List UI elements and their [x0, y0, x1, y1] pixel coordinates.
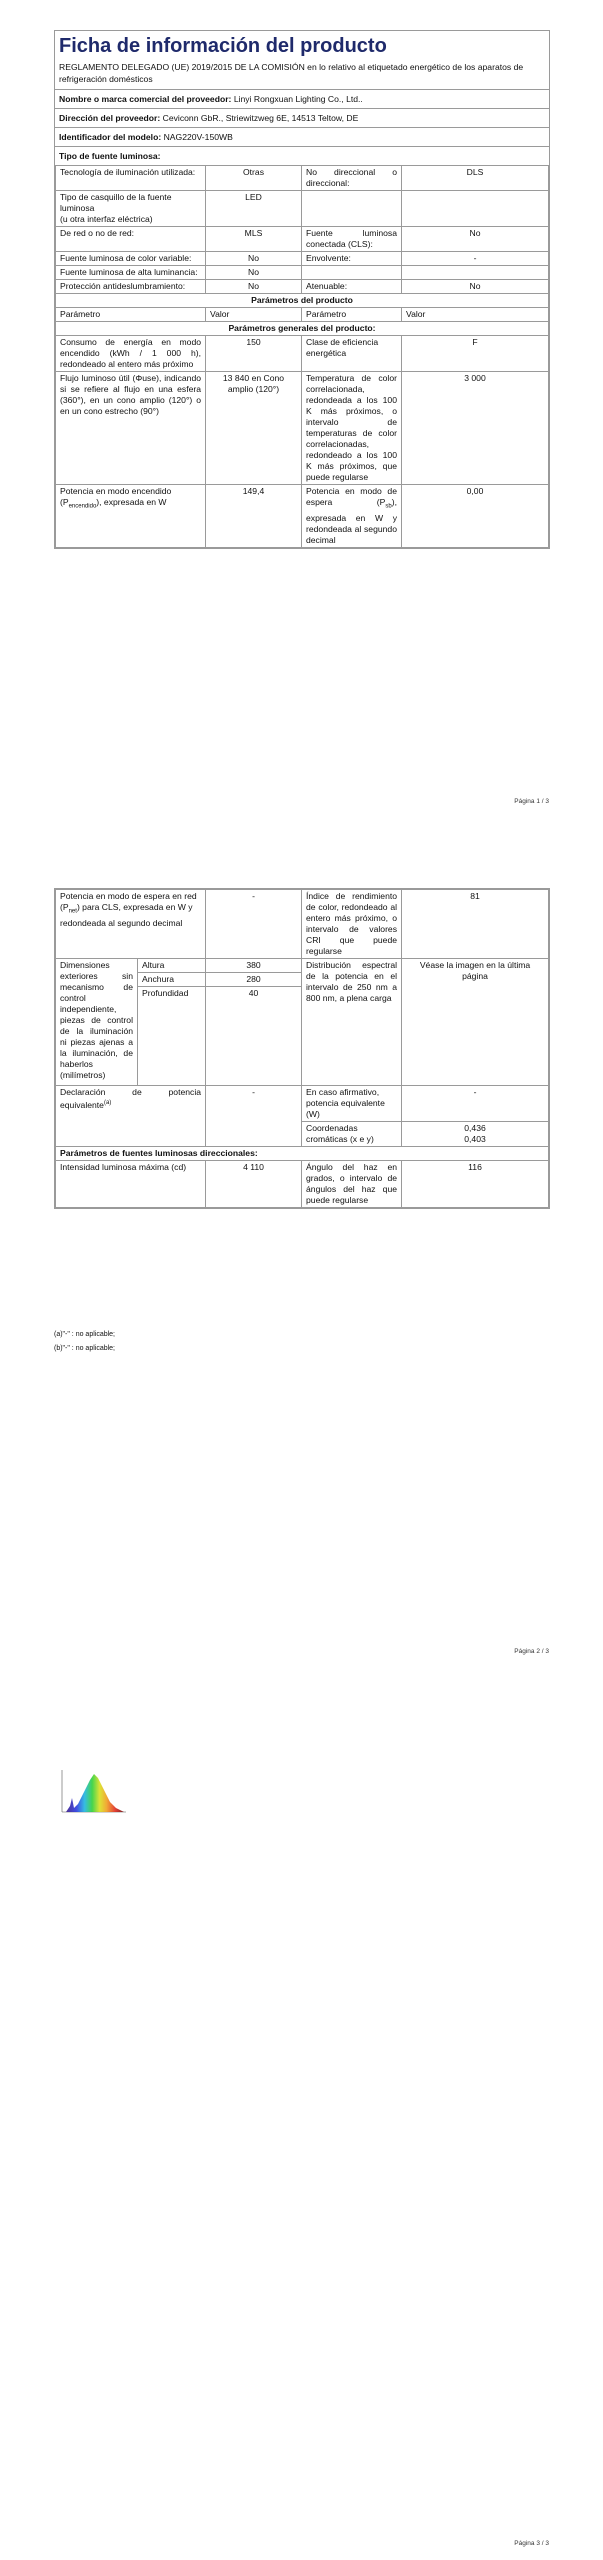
col-param-2: Parámetro — [302, 308, 402, 322]
model-value: NAG220V-150WB — [163, 132, 233, 142]
high-luminance-value: No — [206, 266, 302, 280]
cri-label: Índice de rendimiento de color, redondeado al entero más próximo, o intervalo de valores CRI que puede regularse — [302, 890, 402, 959]
efficiency-value: F — [402, 336, 549, 372]
envelope-label: Envolvente: — [302, 252, 402, 266]
standby-label: Potencia en modo de espera $(P_{sb})$, expresada en W y redondeada al segundo decimal — [302, 485, 402, 548]
light-source-table — [55, 165, 549, 548]
page-number-1: Página 1 / 3 — [514, 798, 549, 805]
supplier-address-row — [55, 109, 549, 128]
glare-value: No — [206, 280, 302, 294]
peak-intensity-label: Intensidad luminosa máxima (cd) — [56, 1161, 206, 1208]
tech-value: Otras — [206, 166, 302, 191]
beam-angle-value: 116 — [402, 1161, 549, 1208]
peak-intensity-value: 4 110 — [206, 1161, 302, 1208]
general-header: Parámetros generales del producto: — [56, 322, 549, 336]
dimensions-label: Dimensiones exteriores sin mecanismo de control independiente, piezas de control de la iluminación ni piezas ajenas a la iluminación, de haberlos (milímetros) — [56, 959, 138, 1086]
col-param-1: Parámetro — [56, 308, 206, 322]
envelope-value: - — [402, 252, 549, 266]
depth-value: 40 — [206, 987, 302, 1086]
cct-label: Temperatura de color correlacionada, redondeada a los 100 K más próximos, o intervalo de temperaturas de color correlacionadas, redondeado a los 100 K más próximos, que puede regularse — [302, 372, 402, 485]
spd-value: Véase la imagen en la última página — [402, 959, 549, 1086]
consumption-value: 150 — [206, 336, 302, 372]
net-standby-label: Potencia en modo de espera en red $(P_{net})$ para CLS, expresada en W y redondeada al segundo decimal — [56, 890, 206, 959]
footnote-a: (a)"-" : no aplicable; — [54, 1331, 115, 1338]
height-value: 380 — [206, 959, 302, 973]
equivalent-power-value: - — [206, 1086, 302, 1147]
light-source-type-label: Tipo de fuente luminosa: — [59, 151, 161, 161]
depth-label: Profundidad — [138, 987, 206, 1086]
mains-label: De red o no de red: — [56, 227, 206, 252]
page-number-3: Página 3 / 3 — [514, 2540, 549, 2547]
beam-angle-label: Ángulo del haz en grados, o intervalo de ángulos del haz que puede regularse — [302, 1161, 402, 1208]
flux-value: 13 840 en Cono amplio (120°) — [206, 372, 302, 485]
footnote-b: (b)"-" : no aplicable; — [54, 1345, 115, 1352]
params-continued-table — [55, 889, 549, 1208]
supplier-name-label: Nombre o marca comercial del proveedor: — [59, 94, 232, 104]
light-source-type-row — [55, 147, 549, 165]
chromaticity-label: Coordenadas cromáticas (x e y) — [302, 1122, 402, 1147]
model-row — [55, 128, 549, 147]
glare-label: Protección antideslumbramiento: — [56, 280, 206, 294]
product-info-sheet-page2 — [54, 888, 550, 1209]
nondir-label: No direccional o direccional: — [302, 166, 402, 191]
equivalent-power-label: Declaración de potencia equivalente$^{(a)}$ — [56, 1086, 206, 1147]
cls-label: Fuente luminosa conectada (CLS): — [302, 227, 402, 252]
spd-label: Distribución espectral de la potencia en el intervalo de 250 nm a 800 nm, a plena carga — [302, 959, 402, 1086]
equivalent-yes-value: - — [402, 1086, 549, 1122]
equivalent-yes-label: En caso afirmativo, potencia equivalente (W) — [302, 1086, 402, 1122]
cap-value: LED — [206, 191, 302, 227]
chromaticity-value: 0,436 0,403 — [402, 1122, 549, 1147]
consumption-label: Consumo de energía en modo encendido (kWh / 1 000 h), redondeado al entero más próximo — [56, 336, 206, 372]
standby-value: 0,00 — [402, 485, 549, 548]
dimmable-value: No — [402, 280, 549, 294]
dimmable-label: Atenuable: — [302, 280, 402, 294]
col-value-2: Valor — [402, 308, 549, 322]
height-label: Altura — [138, 959, 206, 973]
width-label: Anchura — [138, 973, 206, 987]
color-variable-value: No — [206, 252, 302, 266]
directional-header: Parámetros de fuentes luminosas direccionales: — [56, 1147, 549, 1161]
flux-label: Flujo luminoso útil (Φuse), indicando si se refiere al flujo en una esfera (360°), en un cono amplio (120°) o en un cono estrecho (90°) — [56, 372, 206, 485]
supplier-address-label: Dirección del proveedor: — [59, 113, 161, 123]
model-label: Identificador del modelo: — [59, 132, 162, 142]
col-value-1: Valor — [206, 308, 302, 322]
tech-label: Tecnología de iluminación utilizada: — [56, 166, 206, 191]
page-title: Ficha de información del producto — [59, 35, 387, 57]
spectral-distribution-image — [58, 1768, 128, 1816]
cap-label: Tipo de casquillo de la fuente luminosa (u otra interfaz eléctrica) — [56, 191, 206, 227]
product-info-sheet-page1 — [54, 30, 550, 549]
on-power-label: Potencia en modo encendido $(P_{encendido})$, expresada en W — [56, 485, 206, 548]
supplier-address-value: Ceviconn GbR., Striewitzweg 6E, 14513 Teltow, DE — [162, 113, 359, 123]
width-value: 280 — [206, 973, 302, 987]
high-luminance-label: Fuente luminosa de alta luminancia: — [56, 266, 206, 280]
supplier-name-value: Linyi Rongxuan Lighting Co., Ltd.. — [233, 94, 363, 104]
on-power-value: 149,4 — [206, 485, 302, 548]
cct-value: 3 000 — [402, 372, 549, 485]
color-variable-label: Fuente luminosa de color variable: — [56, 252, 206, 266]
params-header: Parámetros del producto — [56, 294, 549, 308]
efficiency-label: Clase de eficiencia energética — [302, 336, 402, 372]
cls-value: No — [402, 227, 549, 252]
mains-value: MLS — [206, 227, 302, 252]
supplier-name-row — [55, 90, 549, 109]
net-standby-value: - — [206, 890, 302, 959]
page-number-2: Página 2 / 3 — [514, 1648, 549, 1655]
cri-value: 81 — [402, 890, 549, 959]
nondir-value: DLS — [402, 166, 549, 191]
regulation-text: REGLAMENTO DELEGADO (UE) 2019/2015 DE LA COMISIÓN en lo relativo al etiquetado energético de los aparatos de refrigeración domésticos — [55, 59, 549, 90]
